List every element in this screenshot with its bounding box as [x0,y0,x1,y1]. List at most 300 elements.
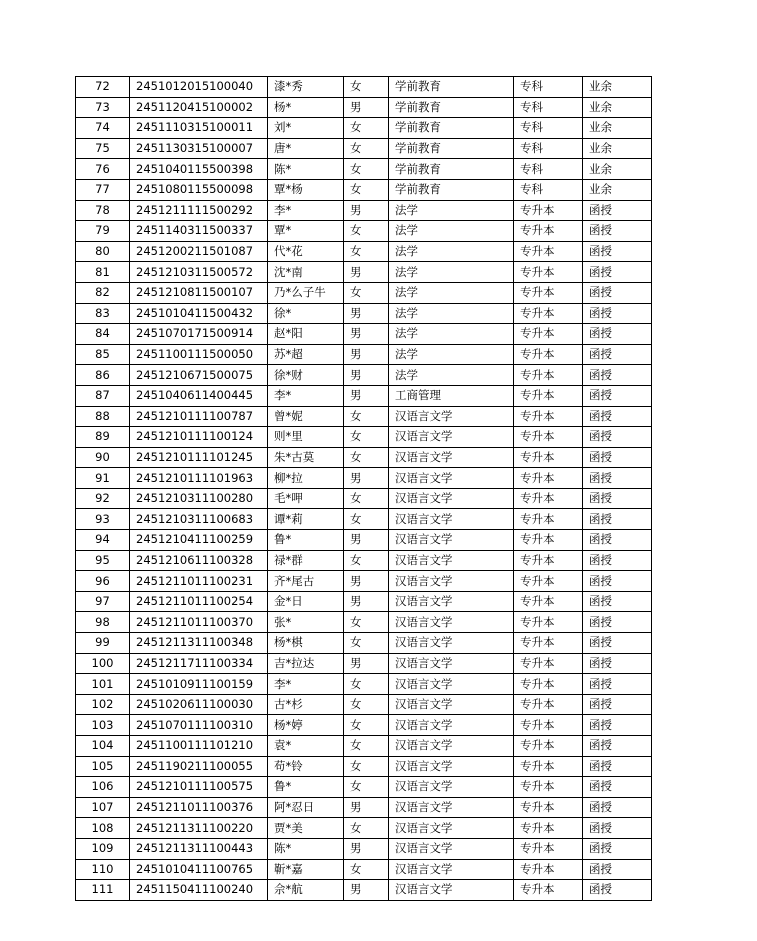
name-cell: 沈*南 [268,262,344,283]
study-mode-cell: 函授 [583,859,652,880]
table-row [76,530,652,551]
student-id-cell: 2451210111100787 [130,406,268,427]
major-cell: 法学 [389,282,514,303]
major-cell: 法学 [389,262,514,283]
name-cell: 袁* [268,736,344,757]
gender-cell: 女 [344,159,389,180]
seq-number-cell: 92 [76,488,130,509]
table-row [76,221,652,242]
name-cell: 鲁* [268,530,344,551]
student-id-cell: 2451100111101210 [130,736,268,757]
major-cell: 汉语言文学 [389,715,514,736]
seq-number-cell: 111 [76,880,130,901]
gender-cell: 男 [344,880,389,901]
gender-cell: 男 [344,303,389,324]
seq-number-cell: 84 [76,324,130,345]
gender-cell: 男 [344,797,389,818]
name-cell: 李* [268,385,344,406]
table-row [76,97,652,118]
level-cell: 专升本 [514,282,583,303]
study-mode-cell: 业余 [583,118,652,139]
level-cell: 专升本 [514,468,583,489]
student-id-cell: 2451211011100370 [130,612,268,633]
level-cell: 专科 [514,159,583,180]
study-mode-cell: 函授 [583,447,652,468]
seq-number-cell: 94 [76,530,130,551]
gender-cell: 女 [344,756,389,777]
gender-cell: 女 [344,241,389,262]
student-id-cell: 2451210311100280 [130,488,268,509]
table-row [76,282,652,303]
study-mode-cell: 函授 [583,303,652,324]
gender-cell: 女 [344,406,389,427]
gender-cell: 女 [344,550,389,571]
student-id-cell: 2451110315100011 [130,118,268,139]
name-cell: 漆*秀 [268,77,344,98]
student-id-cell: 2451211111500292 [130,200,268,221]
study-mode-cell: 函授 [583,282,652,303]
gender-cell: 男 [344,591,389,612]
level-cell: 专升本 [514,797,583,818]
major-cell: 汉语言文学 [389,859,514,880]
gender-cell: 男 [344,571,389,592]
level-cell: 专升本 [514,859,583,880]
major-cell: 汉语言文学 [389,880,514,901]
student-id-cell: 2451010411500432 [130,303,268,324]
student-id-cell: 2451020611100030 [130,694,268,715]
name-cell: 柳*拉 [268,468,344,489]
table-row [76,756,652,777]
name-cell: 李* [268,674,344,695]
major-cell: 汉语言文学 [389,427,514,448]
seq-number-cell: 75 [76,138,130,159]
name-cell: 赵*阳 [268,324,344,345]
study-mode-cell: 函授 [583,200,652,221]
seq-number-cell: 78 [76,200,130,221]
table-row [76,324,652,345]
name-cell: 金*日 [268,591,344,612]
name-cell: 靳*嘉 [268,859,344,880]
table-row [76,550,652,571]
table-row [76,159,652,180]
study-mode-cell: 函授 [583,385,652,406]
seq-number-cell: 76 [76,159,130,180]
gender-cell: 女 [344,694,389,715]
gender-cell: 男 [344,324,389,345]
study-mode-cell: 函授 [583,633,652,654]
seq-number-cell: 102 [76,694,130,715]
name-cell: 则*里 [268,427,344,448]
seq-number-cell: 99 [76,633,130,654]
gender-cell: 男 [344,262,389,283]
seq-number-cell: 105 [76,756,130,777]
table-row [76,612,652,633]
name-cell: 鲁* [268,777,344,798]
major-cell: 汉语言文学 [389,550,514,571]
name-cell: 古*杉 [268,694,344,715]
seq-number-cell: 100 [76,653,130,674]
level-cell: 专升本 [514,715,583,736]
student-id-cell: 2451210311500572 [130,262,268,283]
level-cell: 专升本 [514,509,583,530]
seq-number-cell: 89 [76,427,130,448]
study-mode-cell: 函授 [583,715,652,736]
seq-number-cell: 73 [76,97,130,118]
level-cell: 专科 [514,77,583,98]
level-cell: 专升本 [514,447,583,468]
student-id-cell: 2451210311100683 [130,509,268,530]
table-row [76,406,652,427]
name-cell: 佘*航 [268,880,344,901]
student-id-cell: 2451012015100040 [130,77,268,98]
seq-number-cell: 82 [76,282,130,303]
student-id-cell: 2451211011100254 [130,591,268,612]
major-cell: 法学 [389,200,514,221]
gender-cell: 女 [344,633,389,654]
major-cell: 汉语言文学 [389,777,514,798]
seq-number-cell: 97 [76,591,130,612]
name-cell: 毛*呷 [268,488,344,509]
major-cell: 法学 [389,303,514,324]
study-mode-cell: 业余 [583,159,652,180]
table-row [76,77,652,98]
table-row [76,468,652,489]
gender-cell: 女 [344,488,389,509]
table-row [76,674,652,695]
level-cell: 专科 [514,179,583,200]
level-cell: 专升本 [514,756,583,777]
seq-number-cell: 90 [76,447,130,468]
table-row [76,447,652,468]
major-cell: 学前教育 [389,97,514,118]
student-id-cell: 2451210111100575 [130,777,268,798]
level-cell: 专升本 [514,365,583,386]
study-mode-cell: 函授 [583,344,652,365]
gender-cell: 女 [344,715,389,736]
table-row [76,571,652,592]
table-row [76,200,652,221]
major-cell: 汉语言文学 [389,838,514,859]
gender-cell: 女 [344,859,389,880]
seq-number-cell: 91 [76,468,130,489]
table-row [76,591,652,612]
table-row [76,715,652,736]
gender-cell: 男 [344,344,389,365]
table-row [76,509,652,530]
student-id-cell: 2451210111100124 [130,427,268,448]
name-cell: 覃*杨 [268,179,344,200]
student-id-cell: 2451100111500050 [130,344,268,365]
study-mode-cell: 函授 [583,653,652,674]
level-cell: 专升本 [514,612,583,633]
study-mode-cell: 函授 [583,694,652,715]
gender-cell: 男 [344,468,389,489]
name-cell: 徐*财 [268,365,344,386]
name-cell: 苏*超 [268,344,344,365]
study-mode-cell: 函授 [583,736,652,757]
student-id-cell: 2451210111101963 [130,468,268,489]
seq-number-cell: 103 [76,715,130,736]
table-row [76,365,652,386]
level-cell: 专升本 [514,303,583,324]
level-cell: 专升本 [514,550,583,571]
name-cell: 刘* [268,118,344,139]
study-mode-cell: 函授 [583,756,652,777]
level-cell: 专升本 [514,838,583,859]
student-id-cell: 2451211011100376 [130,797,268,818]
major-cell: 学前教育 [389,138,514,159]
table-row [76,262,652,283]
level-cell: 专升本 [514,653,583,674]
student-id-cell: 2451040115500398 [130,159,268,180]
student-id-cell: 2451130315100007 [130,138,268,159]
student-id-cell: 2451070111100310 [130,715,268,736]
level-cell: 专升本 [514,385,583,406]
major-cell: 汉语言文学 [389,591,514,612]
study-mode-cell: 函授 [583,777,652,798]
level-cell: 专升本 [514,324,583,345]
level-cell: 专升本 [514,262,583,283]
level-cell: 专升本 [514,880,583,901]
level-cell: 专升本 [514,591,583,612]
table-row [76,797,652,818]
major-cell: 汉语言文学 [389,818,514,839]
study-mode-cell: 函授 [583,488,652,509]
study-mode-cell: 业余 [583,77,652,98]
major-cell: 法学 [389,324,514,345]
level-cell: 专升本 [514,736,583,757]
level-cell: 专升本 [514,571,583,592]
level-cell: 专升本 [514,241,583,262]
seq-number-cell: 77 [76,179,130,200]
name-cell: 陈* [268,159,344,180]
seq-number-cell: 110 [76,859,130,880]
seq-number-cell: 106 [76,777,130,798]
seq-number-cell: 96 [76,571,130,592]
table-row [76,880,652,901]
study-mode-cell: 函授 [583,406,652,427]
major-cell: 法学 [389,344,514,365]
seq-number-cell: 85 [76,344,130,365]
study-mode-cell: 函授 [583,818,652,839]
table-row [76,653,652,674]
study-mode-cell: 函授 [583,880,652,901]
major-cell: 法学 [389,365,514,386]
name-cell: 陈* [268,838,344,859]
name-cell: 唐* [268,138,344,159]
level-cell: 专升本 [514,488,583,509]
seq-number-cell: 86 [76,365,130,386]
study-mode-cell: 函授 [583,468,652,489]
gender-cell: 女 [344,221,389,242]
study-mode-cell: 函授 [583,324,652,345]
study-mode-cell: 函授 [583,797,652,818]
major-cell: 学前教育 [389,159,514,180]
table-row [76,838,652,859]
table-row [76,488,652,509]
student-id-cell: 2451070171500914 [130,324,268,345]
name-cell: 吉*拉达 [268,653,344,674]
major-cell: 汉语言文学 [389,530,514,551]
study-mode-cell: 函授 [583,838,652,859]
study-mode-cell: 业余 [583,138,652,159]
level-cell: 专升本 [514,406,583,427]
seq-number-cell: 98 [76,612,130,633]
table-body [76,77,652,901]
study-mode-cell: 函授 [583,591,652,612]
seq-number-cell: 95 [76,550,130,571]
level-cell: 专升本 [514,818,583,839]
major-cell: 汉语言文学 [389,447,514,468]
gender-cell: 女 [344,447,389,468]
name-cell: 覃* [268,221,344,242]
major-cell: 汉语言文学 [389,736,514,757]
gender-cell: 女 [344,282,389,303]
major-cell: 汉语言文学 [389,694,514,715]
seq-number-cell: 72 [76,77,130,98]
gender-cell: 男 [344,97,389,118]
student-id-cell: 2451140311500337 [130,221,268,242]
study-mode-cell: 函授 [583,550,652,571]
name-cell: 朱*古莫 [268,447,344,468]
major-cell: 工商管理 [389,385,514,406]
major-cell: 汉语言文学 [389,633,514,654]
student-id-cell: 2451211311100443 [130,838,268,859]
study-mode-cell: 函授 [583,365,652,386]
seq-number-cell: 93 [76,509,130,530]
major-cell: 学前教育 [389,118,514,139]
study-mode-cell: 函授 [583,571,652,592]
level-cell: 专科 [514,118,583,139]
table-row [76,736,652,757]
table-row [76,138,652,159]
gender-cell: 女 [344,118,389,139]
name-cell: 杨*棋 [268,633,344,654]
major-cell: 汉语言文学 [389,406,514,427]
major-cell: 汉语言文学 [389,674,514,695]
gender-cell: 女 [344,77,389,98]
level-cell: 专升本 [514,694,583,715]
level-cell: 专升本 [514,427,583,448]
name-cell: 乃*么子牛 [268,282,344,303]
student-id-cell: 2451190211100055 [130,756,268,777]
study-mode-cell: 函授 [583,262,652,283]
seq-number-cell: 104 [76,736,130,757]
student-id-cell: 2451211711100334 [130,653,268,674]
seq-number-cell: 74 [76,118,130,139]
student-id-cell: 2451200211501087 [130,241,268,262]
seq-number-cell: 81 [76,262,130,283]
student-id-cell: 2451080115500098 [130,179,268,200]
table-row [76,859,652,880]
name-cell: 杨* [268,97,344,118]
study-mode-cell: 函授 [583,530,652,551]
gender-cell: 男 [344,653,389,674]
major-cell: 汉语言文学 [389,571,514,592]
gender-cell: 女 [344,138,389,159]
table-row [76,694,652,715]
student-id-cell: 2451211311100220 [130,818,268,839]
table-row [76,818,652,839]
level-cell: 专升本 [514,633,583,654]
major-cell: 法学 [389,221,514,242]
name-cell: 谭*莉 [268,509,344,530]
seq-number-cell: 87 [76,385,130,406]
student-id-cell: 2451120415100002 [130,97,268,118]
gender-cell: 女 [344,509,389,530]
seq-number-cell: 80 [76,241,130,262]
major-cell: 汉语言文学 [389,468,514,489]
level-cell: 专升本 [514,344,583,365]
student-id-cell: 2451010911100159 [130,674,268,695]
table-row [76,241,652,262]
gender-cell: 男 [344,385,389,406]
seq-number-cell: 101 [76,674,130,695]
level-cell: 专升本 [514,221,583,242]
name-cell: 阿*忍日 [268,797,344,818]
level-cell: 专升本 [514,530,583,551]
student-id-cell: 2451211311100348 [130,633,268,654]
study-mode-cell: 函授 [583,674,652,695]
name-cell: 贾*美 [268,818,344,839]
level-cell: 专升本 [514,674,583,695]
table-row [76,427,652,448]
gender-cell: 男 [344,530,389,551]
table-row [76,303,652,324]
study-mode-cell: 函授 [583,427,652,448]
major-cell: 汉语言文学 [389,612,514,633]
major-cell: 汉语言文学 [389,509,514,530]
gender-cell: 女 [344,818,389,839]
level-cell: 专升本 [514,200,583,221]
student-id-cell: 2451211011100231 [130,571,268,592]
student-id-cell: 2451210811500107 [130,282,268,303]
student-list-table [75,76,652,901]
gender-cell: 女 [344,674,389,695]
gender-cell: 女 [344,736,389,757]
table-row [76,385,652,406]
student-id-cell: 2451150411100240 [130,880,268,901]
student-id-cell: 2451210611100328 [130,550,268,571]
name-cell: 张* [268,612,344,633]
table-row [76,633,652,654]
level-cell: 专科 [514,97,583,118]
seq-number-cell: 107 [76,797,130,818]
major-cell: 汉语言文学 [389,756,514,777]
seq-number-cell: 88 [76,406,130,427]
major-cell: 汉语言文学 [389,488,514,509]
study-mode-cell: 业余 [583,179,652,200]
level-cell: 专科 [514,138,583,159]
major-cell: 汉语言文学 [389,797,514,818]
name-cell: 杨*婷 [268,715,344,736]
level-cell: 专升本 [514,777,583,798]
name-cell: 徐* [268,303,344,324]
table-row [76,118,652,139]
student-id-cell: 2451040611400445 [130,385,268,406]
student-id-cell: 2451010411100765 [130,859,268,880]
gender-cell: 男 [344,200,389,221]
study-mode-cell: 函授 [583,221,652,242]
seq-number-cell: 108 [76,818,130,839]
major-cell: 汉语言文学 [389,653,514,674]
gender-cell: 女 [344,612,389,633]
table-row [76,179,652,200]
gender-cell: 女 [344,427,389,448]
study-mode-cell: 函授 [583,612,652,633]
major-cell: 法学 [389,241,514,262]
gender-cell: 男 [344,838,389,859]
